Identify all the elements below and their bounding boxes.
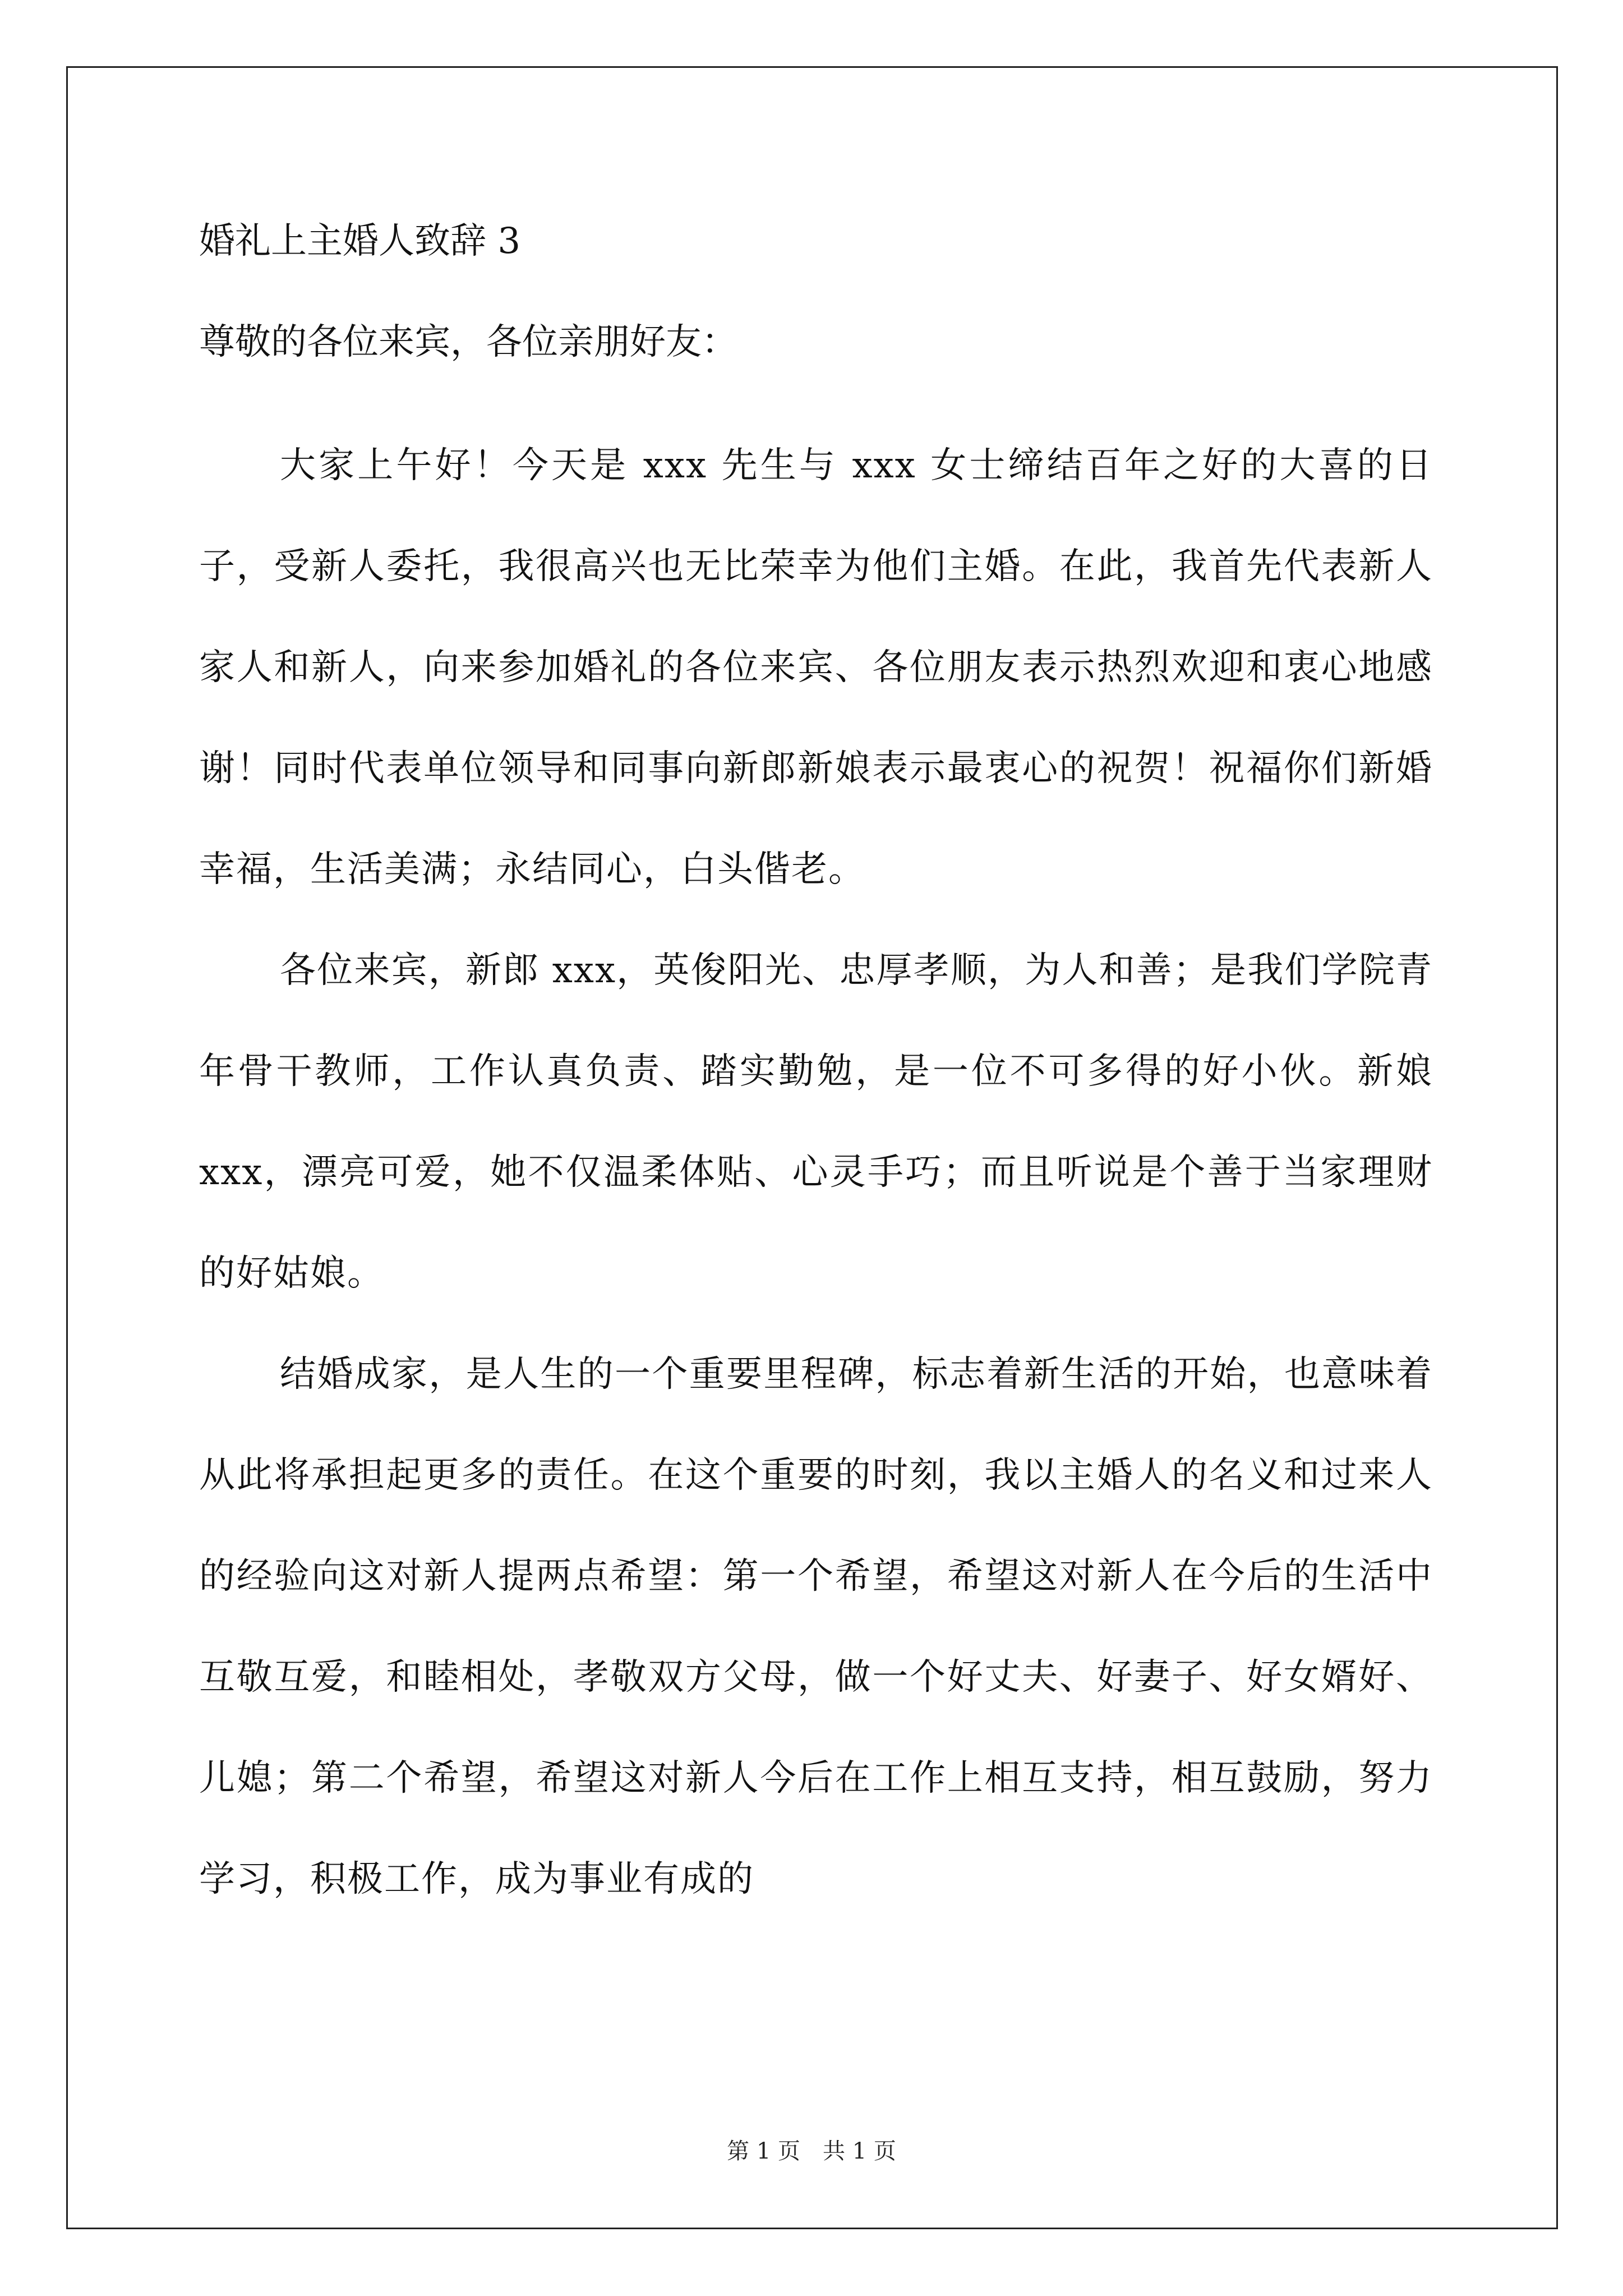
paragraph-1: 大家上午好！今天是 xxx 先生与 xxx 女士缔结百年之好的大喜的日子，受新人委托，我很高兴也无比荣幸为他们主婚。在此，我首先代表新人家人和新人，向来参加婚礼的各位来宾、各位朋友表示热烈欢迎和衷心地感谢！同时代表单位领导和同事向新郎新娘表示最衷心的祝贺！祝福你们新婚幸福，生活美满；永结同心，白头偕老。 [199,445,1433,890]
paragraph-2: 各位来宾，新郎 xxx，英俊阳光、忠厚孝顺，为人和善；是我们学院青年骨干教师，工作认真负责、踏实勤勉，是一位不可多得的好小伙。新娘 xxx，漂亮可爱，她不仅温柔体贴、心灵手巧；而且听说是个善于当家理财的好姑娘。 [199,950,1433,1294]
document-title: 婚礼上主婚人致辞 3 [199,220,521,262]
document-body [199,213,1433,1930]
greeting-line: 尊敬的各位来宾，各位亲朋好友： [199,321,737,363]
page-footer: 第 1 页 共 1 页 [727,2138,896,2164]
paragraph-3: 结婚成家，是人生的一个重要里程碑，标志着新生活的开始，也意味着从此将承担起更多的责任。在这个重要的时刻，我以主婚人的名义和过来人的经验向这对新人提两点希望：第一个希望，希望这对新人在今后的生活中互敬互爱，和睦相处，孝敬双方父母，做一个好丈夫、好妻子、好女婿好、儿媳；第二个希望，希望这对新人今后在工作上相互支持，相互鼓励，努力学习，积极工作，成为事业有成的 [199,1354,1433,1900]
